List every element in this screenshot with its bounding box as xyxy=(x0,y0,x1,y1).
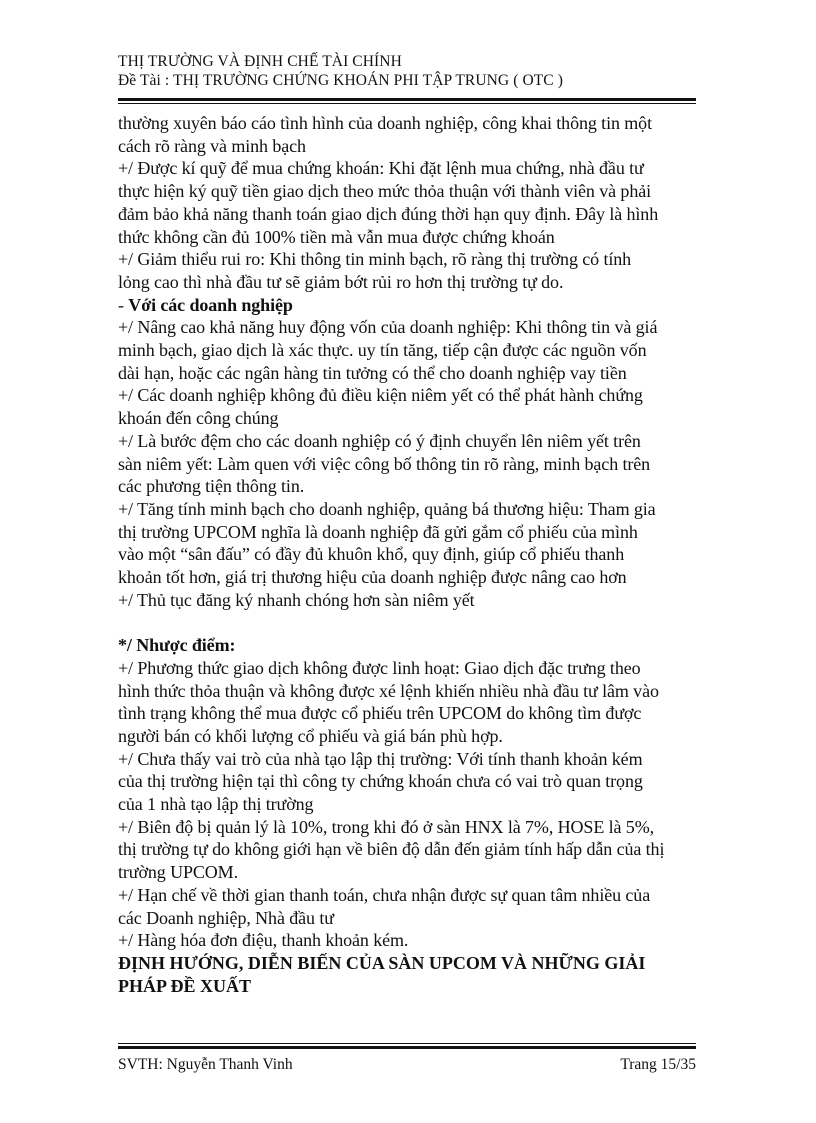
paragraph-line: thực hiện ký quỹ tiền giao dịch theo mức thỏa thuận với thành viên và phải xyxy=(118,181,652,202)
student-name: SVTH: Nguyễn Thanh Vinh xyxy=(118,1056,293,1073)
paragraph-line: +/ Là bước đệm cho các doanh nghiệp có ý định chuyển lên niêm yết trên xyxy=(118,430,641,451)
paragraph-line: trường UPCOM. xyxy=(118,862,238,883)
topic-title: Đề Tài : THỊ TRƯỜNG CHỨNG KHOÁN PHI TẬP TRUNG ( OTC ) xyxy=(118,72,563,89)
paragraph-line: các phương tiện thông tin. xyxy=(118,476,305,497)
section-heading-orientation-cont: PHÁP ĐỀ XUẤT xyxy=(118,975,252,996)
paragraph-line: khoán đến công chúng xyxy=(118,408,279,429)
paragraph-line: +/ Các doanh nghiệp không đủ điều kiện niêm yết có thể phát hành chứng xyxy=(118,385,643,406)
header-divider-thick xyxy=(118,98,696,101)
paragraph-line: đảm bảo khả năng thanh toán giao dịch đúng thời hạn quy định. Đây là hình xyxy=(118,203,659,224)
paragraph-line: +/ Hạn chế về thời gian thanh toán, chưa nhận được sự quan tâm nhiều của xyxy=(118,884,651,905)
paragraph-line: thị trường tự do không giới hạn về biên độ dẫn đến giảm tính hấp dẫn của thị xyxy=(118,839,665,860)
footer-divider-thick xyxy=(118,1046,696,1049)
paragraph-line: +/ Chưa thấy vai trò của nhà tạo lập thị trường: Với tính thanh khoản kém xyxy=(118,748,643,769)
paragraph-line: +/ Nâng cao khả năng huy động vốn của doanh nghiệp: Khi thông tin và giá xyxy=(118,317,658,338)
paragraph-line: +/ Giảm thiểu rui ro: Khi thông tin minh bạch, rõ ràng thị trường có tính xyxy=(118,249,632,270)
paragraph-line: +/ Thủ tục đăng ký nhanh chóng hơn sàn niêm yết xyxy=(118,589,475,610)
paragraph-line: vào một “sân đấu” có đầy đủ khuôn khổ, quy định, giúp cổ phiếu thanh xyxy=(118,544,625,565)
paragraph-line: của thị trường hiện tại thì công ty chứng khoán chưa có vai trò quan trọng xyxy=(118,771,643,792)
paragraph-line: khoản tốt hơn, giá trị thương hiệu của doanh nghiệp được nâng cao hơn xyxy=(118,567,627,588)
page-footer xyxy=(118,1055,696,1074)
blank-line xyxy=(118,611,700,634)
paragraph-line: người bán có khối lượng cổ phiếu và giá bán phù hợp. xyxy=(118,725,503,746)
paragraph-line: thị trường UPCOM nghĩa là doanh nghiệp đã gửi gắm cổ phiếu của mình xyxy=(118,521,638,542)
paragraph-line: các Doanh nghiệp, Nhà đầu tư xyxy=(118,907,334,928)
footer-divider-thin xyxy=(118,1043,696,1044)
paragraph-line: sàn niêm yết: Làm quen với việc công bố thông tin rõ ràng, minh bạch trên xyxy=(118,453,651,474)
section-heading-disadvantages: */ Nhược điểm: xyxy=(118,635,236,656)
paragraph-line: minh bạch, giao dịch là xác thực. uy tín tăng, tiếp cận được các nguồn vốn xyxy=(118,340,647,361)
header-divider-thin xyxy=(118,103,696,104)
subheading-dash: - xyxy=(118,294,129,315)
page-header xyxy=(118,52,696,90)
paragraph-line: thức không cần đủ 100% tiền mà vẫn mua được chứng khoán xyxy=(118,226,555,247)
paragraph-line: +/ Tăng tính minh bạch cho doanh nghiệp, quảng bá thương hiệu: Tham gia xyxy=(118,498,656,519)
paragraph-line: +/ Được kí quỹ để mua chứng khoán: Khi đặt lệnh mua chứng, nhà đầu tư xyxy=(118,158,644,179)
paragraph-line: +/ Hàng hóa đơn điệu, thanh khoản kém. xyxy=(118,930,409,951)
paragraph-line: cách rõ ràng và minh bạch xyxy=(118,135,306,156)
section-heading-orientation: ĐỊNH HƯỚNG, DIỄN BIẾN CỦA SÀN UPCOM VÀ NHỮNG GIẢI xyxy=(118,953,646,973)
paragraph-line: hình thức thỏa thuận và không được xé lệnh khiến nhiều nhà đầu tư lâm vào xyxy=(118,680,659,701)
paragraph-line: +/ Phương thức giao dịch không được linh hoạt: Giao dịch đặc trưng theo xyxy=(118,657,641,678)
paragraph-line: lỏng cao thì nhà đầu tư sẽ giảm bớt rủi ro hơn thị trường tự do. xyxy=(118,271,564,292)
paragraph-line: tình trạng không thể mua được cổ phiếu trên UPCOM do không tìm được xyxy=(118,703,642,724)
course-title: THỊ TRƯỜNG VÀ ĐỊNH CHẾ TÀI CHÍNH xyxy=(118,53,402,70)
document-body xyxy=(118,112,700,997)
footer-divider xyxy=(118,1043,696,1049)
page-number: Trang 15/35 xyxy=(620,1056,696,1073)
header-divider xyxy=(118,98,696,104)
paragraph-line: của 1 nhà tạo lập thị trường xyxy=(118,794,314,815)
paragraph-line: dài hạn, hoặc các ngân hàng tin tưởng có thể cho doanh nghiệp vay tiền xyxy=(118,362,627,383)
paragraph-line: thường xuyên báo cáo tình hình của doanh nghiệp, công khai thông tin một xyxy=(118,113,652,133)
subheading-businesses xyxy=(118,294,700,317)
subheading-text: Với các doanh nghiệp xyxy=(128,294,293,315)
paragraph-line: +/ Biên độ bị quản lý là 10%, trong khi đó ở sàn HNX là 7%, HOSE là 5%, xyxy=(118,816,655,837)
